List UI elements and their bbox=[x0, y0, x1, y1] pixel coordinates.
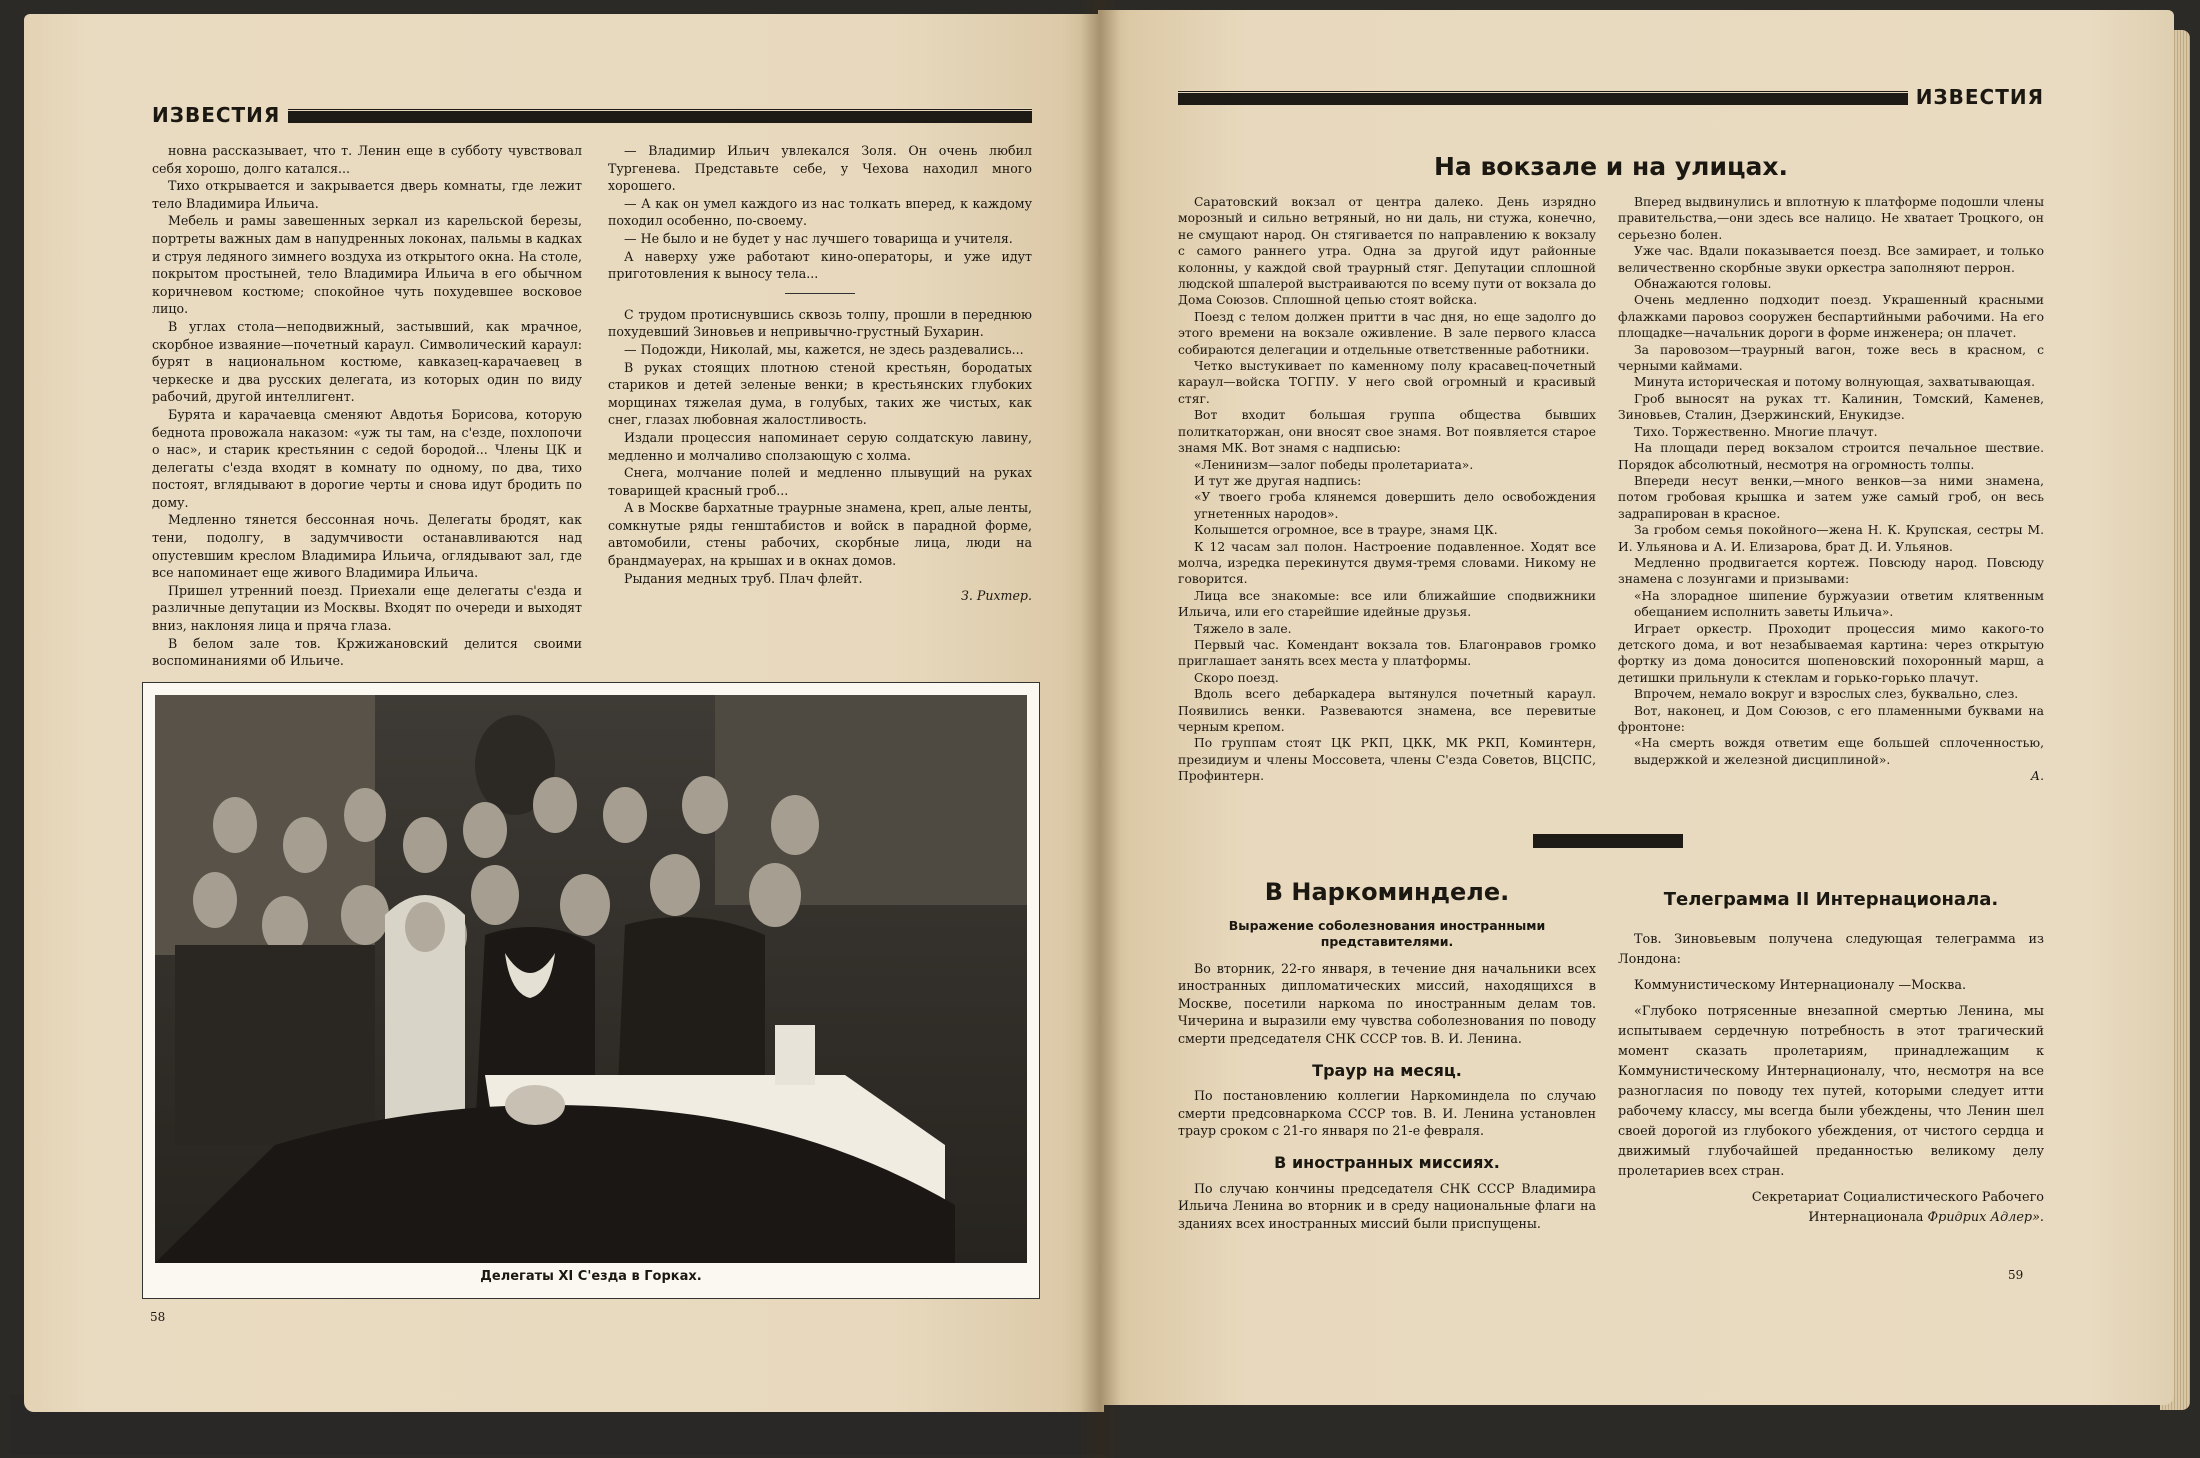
paragraph: — А как он умел каждого из нас толкать вперед, к каждому походил особенно, по-своему. bbox=[608, 195, 1032, 229]
paragraph: За паровозом—траурный вагон, тоже весь в красном, с черными каймами. bbox=[1618, 342, 2044, 374]
paragraph: В углах стола—неподвижный, застывший, как мрачное, скорбное изваяние—почетный караул. Символический караул: бурят в национальном костюме, кавказец-карачаевец в черкеске и два русских делегата, из которых один по виду рабочий, другой интеллигент. bbox=[152, 318, 582, 405]
telegram-signature-name: Фридрих Адлер». bbox=[1927, 1210, 2044, 1225]
paragraph: новна рассказывает, что т. Ленин еще в субботу чувствовал себя хорошо, долго катался... bbox=[152, 143, 582, 176]
paragraph: Снега, молчание полей и медленно плывущий на руках товарищей красный гроб... bbox=[608, 465, 1032, 498]
narkomindel-section bbox=[1178, 878, 1596, 1232]
paragraph: С трудом протиснувшись сквозь толпу, прошли в переднюю похудевший Зиновьев и непривычно-грустный Бухарин. bbox=[608, 306, 1032, 340]
station-column-2-text bbox=[1618, 194, 2044, 768]
station-column-2 bbox=[1618, 194, 2044, 785]
paragraph: Лица все знакомые: все или ближайшие сподвижники Ильича, или его старейшие идейные друзья. bbox=[1178, 588, 1596, 620]
telegram-title: Телеграмма II Интернационала. bbox=[1663, 889, 1999, 910]
masthead-title: ИЗВЕСТИЯ bbox=[152, 103, 281, 127]
paragraph: Играет оркестр. Проходит процессия мимо какого-то детского дома, и вот незабываемая картина: через открытую фортку из дома доносится шопеновский похоронный марш, а детишки прильнули к стеклам и горько-горько плачут. bbox=[1618, 621, 2044, 685]
paragraph: Бурята и карачаевца сменяют Авдотья Борисова, которую беднота провожала наказом: «уж ты там, на с'езде, похлопочи о нас», и старик крестьянин с седой бородой... Члены ЦК и делегаты с'езда входят в комнату по одному, по два, тихо постоят, вглядывают в дорогие черты и снова идут бродить по дому. bbox=[152, 406, 582, 510]
paragraph: Рыдания медных труб. Плач флейт. bbox=[624, 570, 863, 586]
left-column-2-part-2 bbox=[608, 306, 1032, 588]
paragraph: Минута историческая и потому волнующая, захватывающая. bbox=[1634, 375, 2036, 390]
paragraph: Саратовский вокзал от центра далеко. День изрядно морозный и сильно ветряный, но ни даль, ни стужа, конечно, не смущают народ. Он стягивается по направлению к вокзалу с самого раннего утра. Одна за другой идут районные колонны, у каждой свой траурный стяг. Депутации сплошной людской шпалерой выстраиваются по всему пути от вокзала до Дома Союзов. Сплошной цепью стоят войска. bbox=[1178, 195, 1596, 308]
paragraph: Вот входит большая группа общества бывших политкаторжан, они вносят свое знамя. Вот появляется старое знамя МК. Вот знамя с надписью: bbox=[1178, 408, 1596, 456]
paragraph: Мебель и рамы завешенных зеркал из карельской березы, портреты важных дам в напудренных локонах, пальмы в кадках и струя ледяного зимнего воздуха из открытого окна. На столе, покрытом простыней, тело Владимира Ильича в его обычном коричневом костюме; спокойное чуть похудевшее восковое лицо. bbox=[152, 213, 582, 317]
paragraph: Колышется огромное, все в трауре, знамя ЦК. bbox=[1194, 523, 1498, 538]
paragraph: — Не было и не будет у нас лучшего товарища и учителя. bbox=[624, 230, 1013, 246]
telegram-signature-1: Секретариат Социалистического Рабочего bbox=[1751, 1190, 2044, 1205]
section-divider-bar bbox=[1533, 834, 1683, 848]
paragraph: Вот, наконец, и Дом Союзов, с его пламенными буквами на фронтоне: bbox=[1618, 703, 2044, 734]
paragraph: «У твоего гроба клянемся довершить дело освобождения угнетенных народов». bbox=[1194, 490, 1596, 521]
page-number: 58 bbox=[150, 1310, 166, 1324]
masthead-bar bbox=[1178, 90, 1908, 105]
left-column-2 bbox=[608, 142, 1032, 605]
narkomindel-paragraph-2: По постановлению коллегии Наркоминдела по случаю смерти предсовнаркома СССР тов. В. И. Ленина установлен траур сроком с 21-го января по 21-е февраля. bbox=[1178, 1088, 1596, 1139]
narkomindel-title: В Наркоминделе. bbox=[1264, 878, 1510, 906]
paragraph: Очень медленно подходит поезд. Украшенный красными флажками паровоз сооружен беспартийными рабочими. На его площадке—начальник дороги в форме инженера; он плачет. bbox=[1618, 293, 2044, 341]
paragraph: Скоро поезд. bbox=[1194, 670, 1279, 685]
paragraph: По группам стоят ЦК РКП, ЦКК, МК РКП, Коминтерн, президиум и члены Моссовета, члены С'езда Советов, ВЦСПС, Профинтерн. bbox=[1178, 736, 1596, 784]
narkomindel-paragraph-1: Во вторник, 22-го января, в течение дня начальники всех иностранных дипломатических миссий, находящихся в Москве, посетили наркома по иностранным делам тов. Чичерина и выразили ему чувства соболезнования по поводу смерти председателя СНК СССР тов. В. И. Ленина. bbox=[1178, 960, 1596, 1046]
telegram-section bbox=[1618, 890, 2044, 1228]
telegram-paragraph-1: Тов. Зиновьевым получена следующая телеграмма из Лондона: bbox=[1618, 932, 2044, 967]
paragraph: В руках стоящих плотною стеной крестьян, бородатых стариков и детей зеленые венки; в крестьянских глубоких морщинах тяжелая дума, в голубых, таких же чистых, как снег, глазах любовная жалостливость. bbox=[608, 359, 1032, 428]
photo-caption: Делегаты XI С'езда в Горках. bbox=[480, 1269, 702, 1284]
paragraph: Вперед выдвинулись и вплотную к платформе подошли члены правительства,—они здесь все налицо. Не хватает Троцкого, он серьезно болен. bbox=[1618, 195, 2044, 242]
right-page bbox=[1098, 10, 2174, 1405]
paragraph: — Владимир Ильич увлекался Золя. Он очень любил Тургенева. Представьте себе, у Чехова находил много хорошего. bbox=[608, 143, 1032, 194]
left-column-2-part-1 bbox=[608, 142, 1032, 283]
article-title: На вокзале и на улицах. bbox=[1433, 152, 1789, 181]
section-divider bbox=[785, 293, 855, 294]
paragraph: Первый час. Комендант вокзала тов. Благонравов громко приглашает занять всех места у платформы. bbox=[1178, 637, 1596, 669]
masthead-title: ИЗВЕСТИЯ bbox=[1915, 85, 2044, 109]
paragraph: В белом зале тов. Кржижановский делится своими воспоминаниями об Ильиче. bbox=[152, 635, 582, 669]
paragraph: Поезд с телом должен притти в час дня, но еще задолго до этого времени на вокзале оживление. В зале первого класса собираются делегации и отдельные ответственные работники. bbox=[1178, 309, 1596, 357]
paragraph: Четко выстукивает по каменному полу красавец-почетный караул—войска ТОГПУ. У него свой огромный и красивый стяг. bbox=[1178, 359, 1596, 406]
left-masthead bbox=[152, 102, 1032, 128]
page-number: 59 bbox=[2008, 1268, 2024, 1282]
telegram-signature-2 bbox=[1618, 1208, 2044, 1228]
paragraph: А наверху уже работают кино-операторы, и уже идут приготовления к выносу тела... bbox=[608, 248, 1032, 282]
paragraph: «На смерть вождя ответим еще большей сплоченностью, выдержкой и железной дисциплиной». bbox=[1634, 736, 2044, 767]
narkomindel-subtitle: Выражение соболезнования иностранными представителями. bbox=[1228, 917, 1546, 949]
paragraph: «На злорадное шипение буржуазии ответим клятвенным обещанием исполнить заветы Ильича». bbox=[1634, 588, 2044, 620]
paragraph: К 12 часам зал полон. Настроение подавленное. Ходят все молча, изредка перекинутся двумя-тремя словами. Никому не говорится. bbox=[1178, 539, 1596, 587]
paragraph: Тихо. Торжественно. Многие плачут. bbox=[1634, 424, 1878, 439]
telegram-paragraph-3: «Глубоко потрясенные внезапной смертью Ленина, мы испытываем сердечную потребность в этот трагический момент сказать пролетариям, принадлежащим к Коммунистическому Интернационалу, что, несмотря на все разногласия по поводу тех путей, которыми следует итти рабочему классу, мы всегда были убеждены, что Ленин шел своей дорогой из глубокого убеждения, от чистого сердца и движимый глубочайшей преданностью великому делу пролетариев всех стран. bbox=[1618, 1004, 2044, 1179]
paragraph: Медленно продвигается кортеж. Повсюду народ. Повсюду знамена с лозунгами и призывами: bbox=[1618, 555, 2044, 587]
paragraph: А в Москве бархатные траурные знамена, креп, алые ленты, сомкнутые ряды генштабистов и войск в парадной форме, автомобили, стены рабочих, скорбные лица, люди на брандмауерах, на крышах и в окнах домов. bbox=[608, 500, 1032, 569]
paragraph: Тяжело в зале. bbox=[1194, 621, 1292, 636]
article-signature: З. Рихтер. bbox=[961, 588, 1032, 604]
delegates-photo bbox=[155, 695, 1027, 1263]
masthead-bar bbox=[288, 108, 1032, 123]
article-signature: А. bbox=[2030, 769, 2044, 784]
paragraph: За гробом семья покойного—жена Н. К. Крупская, сестры М. И. Ульянова и А. И. Елизарова, брат Д. И. Ульянов. bbox=[1618, 523, 2044, 554]
photo-illustration bbox=[155, 695, 1027, 1263]
mourning-heading: Траур на месяц. bbox=[1312, 1060, 1462, 1080]
paragraph: Медленно тянется бессонная ночь. Делегаты бродят, как тени, подолгу, в задумчивости останавливаются над опустевшим креслом Владимира Ильича, оглядывают зал, где все напоминает еще живого Владимира Ильича. bbox=[152, 512, 582, 581]
paragraph: Обнажаются головы. bbox=[1634, 277, 1772, 292]
foreign-missions-heading: В иностранных миссиях. bbox=[1274, 1152, 1500, 1172]
telegram-paragraph-2: Коммунистическому Интернационалу —Москва. bbox=[1634, 978, 1967, 993]
photo-frame bbox=[142, 682, 1040, 1299]
paragraph: Уже час. Вдали показывается поезд. Все замирает, и только величественно скорбные звуки оркестра заполняют перрон. bbox=[1618, 244, 2044, 275]
paragraph: Издали процессия напоминает серую солдатскую лавину, медленно и молчаливо сползающую с холма. bbox=[608, 429, 1032, 463]
paragraph: Гроб выносят на руках тт. Калинин, Томский, Каменев, Зиновьев, Сталин, Дзержинский, Енукидзе. bbox=[1618, 391, 2044, 423]
paragraph: И тут же другая надпись: bbox=[1194, 473, 1362, 488]
left-column-1 bbox=[152, 142, 582, 670]
telegram-signature-org: Интернационала bbox=[1808, 1210, 1924, 1225]
paragraph: Пришел утренний поезд. Приехали еще делегаты с'езда и различные депутации из Москвы. Входят по очереди и выходят вниз, наклоняя лица и пряча глаза. bbox=[152, 582, 582, 634]
narkomindel-paragraph-3: По случаю кончины председателя СНК СССР Владимира Ильича Ленина во вторник и в среду национальные флаги на зданиях всех иностранных миссий были приспущены. bbox=[1178, 1180, 1596, 1231]
paragraph: Вдоль всего дебаркадера вытянулся почетный караул. Появились венки. Развеваются знамена, все перевитые черным крепом. bbox=[1178, 687, 1596, 734]
paragraph: Тихо открывается и закрывается дверь комнаты, где лежит тело Владимира Ильича. bbox=[152, 178, 582, 211]
paragraph: Впереди несут венки,—много венков—за ними знамена, потом гробовая крышка и затем уже самый гроб, он весь задрапирован в красное. bbox=[1618, 473, 2044, 521]
station-column-1 bbox=[1178, 194, 1596, 785]
paragraph: — Подожди, Николай, мы, кажется, не здесь раздевались... bbox=[624, 341, 1024, 357]
left-page bbox=[24, 14, 1104, 1412]
paragraph: «Ленинизм—залог победы пролетариата». bbox=[1194, 457, 1474, 472]
right-masthead bbox=[1178, 84, 2044, 110]
paragraph: На площади перед вокзалом строится печальное шествие. Порядок абсолютный, несмотря на огромность толпы. bbox=[1618, 441, 2044, 472]
book-spine bbox=[1080, 0, 1120, 1458]
paragraph: Впрочем, немало вокруг и взрослых слез, буквально, слез. bbox=[1634, 687, 2019, 702]
